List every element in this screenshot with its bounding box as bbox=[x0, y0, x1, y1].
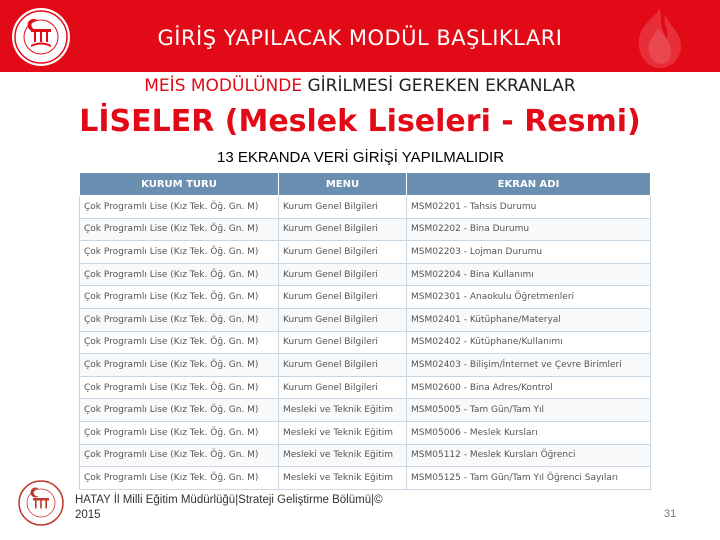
cell-kurum-turu: Çok Programlı Lise (Kız Tek. Öğ. Gn. M) bbox=[80, 218, 279, 241]
table-row bbox=[80, 196, 651, 219]
cell-ekran-adi: MSM05112 - Meslek Kursları Öğrenci bbox=[407, 444, 651, 467]
table-row bbox=[80, 467, 651, 490]
cell-kurum-turu: Çok Programlı Lise (Kız Tek. Öğ. Gn. M) bbox=[80, 354, 279, 377]
cell-menu: Mesleki ve Teknik Eğitim bbox=[279, 444, 407, 467]
cell-kurum-turu: Çok Programlı Lise (Kız Tek. Öğ. Gn. M) bbox=[80, 399, 279, 422]
header-bar bbox=[0, 0, 720, 72]
table-row bbox=[80, 354, 651, 377]
page-number: 31 bbox=[664, 508, 677, 520]
cell-ekran-adi: MSM02403 - Bilişim/İnternet ve Çevre Birimleri bbox=[407, 354, 651, 377]
cell-kurum-turu: Çok Programlı Lise (Kız Tek. Öğ. Gn. M) bbox=[80, 421, 279, 444]
cell-ekran-adi: MSM05006 - Meslek Kursları bbox=[407, 421, 651, 444]
table-row bbox=[80, 331, 651, 354]
table-row bbox=[80, 444, 651, 467]
footer-text bbox=[75, 493, 455, 523]
subtitle bbox=[0, 76, 720, 96]
table-header-row bbox=[80, 173, 651, 196]
cell-ekran-adi: MSM05125 - Tam Gün/Tam Yıl Öğrenci Sayıları bbox=[407, 467, 651, 490]
cell-menu: Kurum Genel Bilgileri bbox=[279, 376, 407, 399]
table-row bbox=[80, 241, 651, 264]
cell-menu: Kurum Genel Bilgileri bbox=[279, 354, 407, 377]
cell-ekran-adi: MSM02301 - Anaokulu Öğretmenleri bbox=[407, 286, 651, 309]
cell-ekran-adi: MSM02402 - Kütüphane/Kullanımı bbox=[407, 331, 651, 354]
cell-kurum-turu: Çok Programlı Lise (Kız Tek. Öğ. Gn. M) bbox=[80, 444, 279, 467]
column-header-menu: MENU bbox=[279, 173, 407, 196]
table-row bbox=[80, 218, 651, 241]
cell-kurum-turu: Çok Programlı Lise (Kız Tek. Öğ. Gn. M) bbox=[80, 331, 279, 354]
cell-menu: Kurum Genel Bilgileri bbox=[279, 286, 407, 309]
cell-kurum-turu: Çok Programlı Lise (Kız Tek. Öğ. Gn. M) bbox=[80, 376, 279, 399]
cell-ekran-adi: MSM02600 - Bina Adres/Kontrol bbox=[407, 376, 651, 399]
cell-menu: Mesleki ve Teknik Eğitim bbox=[279, 399, 407, 422]
footer-meb-logo bbox=[16, 478, 66, 528]
column-header-ekran-adi: EKRAN ADI bbox=[407, 173, 651, 196]
cell-menu: Kurum Genel Bilgileri bbox=[279, 331, 407, 354]
table-row bbox=[80, 376, 651, 399]
footer-line-2: 2015 bbox=[75, 509, 101, 521]
cell-kurum-turu: Çok Programlı Lise (Kız Tek. Öğ. Gn. M) bbox=[80, 241, 279, 264]
cell-menu: Kurum Genel Bilgileri bbox=[279, 196, 407, 219]
cell-ekran-adi: MSM02203 - Lojman Durumu bbox=[407, 241, 651, 264]
cell-ekran-adi: MSM02204 - Bina Kullanımı bbox=[407, 263, 651, 286]
table-row bbox=[80, 263, 651, 286]
cell-kurum-turu: Çok Programlı Lise (Kız Tek. Öğ. Gn. M) bbox=[80, 196, 279, 219]
footer-line-1: HATAY İl Milli Eğitim Müdürlüğü|Strateji Geliştirme Bölümü|© bbox=[75, 494, 383, 506]
cell-kurum-turu: Çok Programlı Lise (Kız Tek. Öğ. Gn. M) bbox=[80, 286, 279, 309]
cell-ekran-adi: MSM02202 - Bina Durumu bbox=[407, 218, 651, 241]
page-header-title: GİRİŞ YAPILACAK MODÜL BAŞLIKLARI bbox=[157, 26, 563, 50]
main-title: LİSELER (Meslek Liseleri - Resmi) bbox=[79, 104, 641, 139]
cell-menu: Mesleki ve Teknik Eğitim bbox=[279, 421, 407, 444]
table-row bbox=[80, 308, 651, 331]
cell-menu: Mesleki ve Teknik Eğitim bbox=[279, 467, 407, 490]
subtitle-black: GİRİLMESİ GEREKEN EKRANLAR bbox=[307, 76, 576, 96]
cell-menu: Kurum Genel Bilgileri bbox=[279, 263, 407, 286]
screens-table bbox=[79, 172, 651, 490]
cell-ekran-adi: MSM05005 - Tam Gün/Tam Yıl bbox=[407, 399, 651, 422]
column-header-kurum-turu: KURUM TURU bbox=[80, 173, 279, 196]
cell-kurum-turu: Çok Programlı Lise (Kız Tek. Öğ. Gn. M) bbox=[80, 263, 279, 286]
cell-menu: Kurum Genel Bilgileri bbox=[279, 218, 407, 241]
cell-menu: Kurum Genel Bilgileri bbox=[279, 241, 407, 264]
cell-kurum-turu: Çok Programlı Lise (Kız Tek. Öğ. Gn. M) bbox=[80, 467, 279, 490]
table-row bbox=[80, 286, 651, 309]
cell-menu: Kurum Genel Bilgileri bbox=[279, 308, 407, 331]
screen-count-note: 13 EKRANDA VERİ GİRİŞİ YAPILMALIDIR bbox=[217, 149, 505, 166]
cell-ekran-adi: MSM02201 - Tahsis Durumu bbox=[407, 196, 651, 219]
cell-kurum-turu: Çok Programlı Lise (Kız Tek. Öğ. Gn. M) bbox=[80, 308, 279, 331]
table-row bbox=[80, 399, 651, 422]
cell-ekran-adi: MSM02401 - Kütüphane/Materyal bbox=[407, 308, 651, 331]
subtitle-red: MEİS MODÜLÜNDE bbox=[144, 76, 308, 96]
table-row bbox=[80, 421, 651, 444]
